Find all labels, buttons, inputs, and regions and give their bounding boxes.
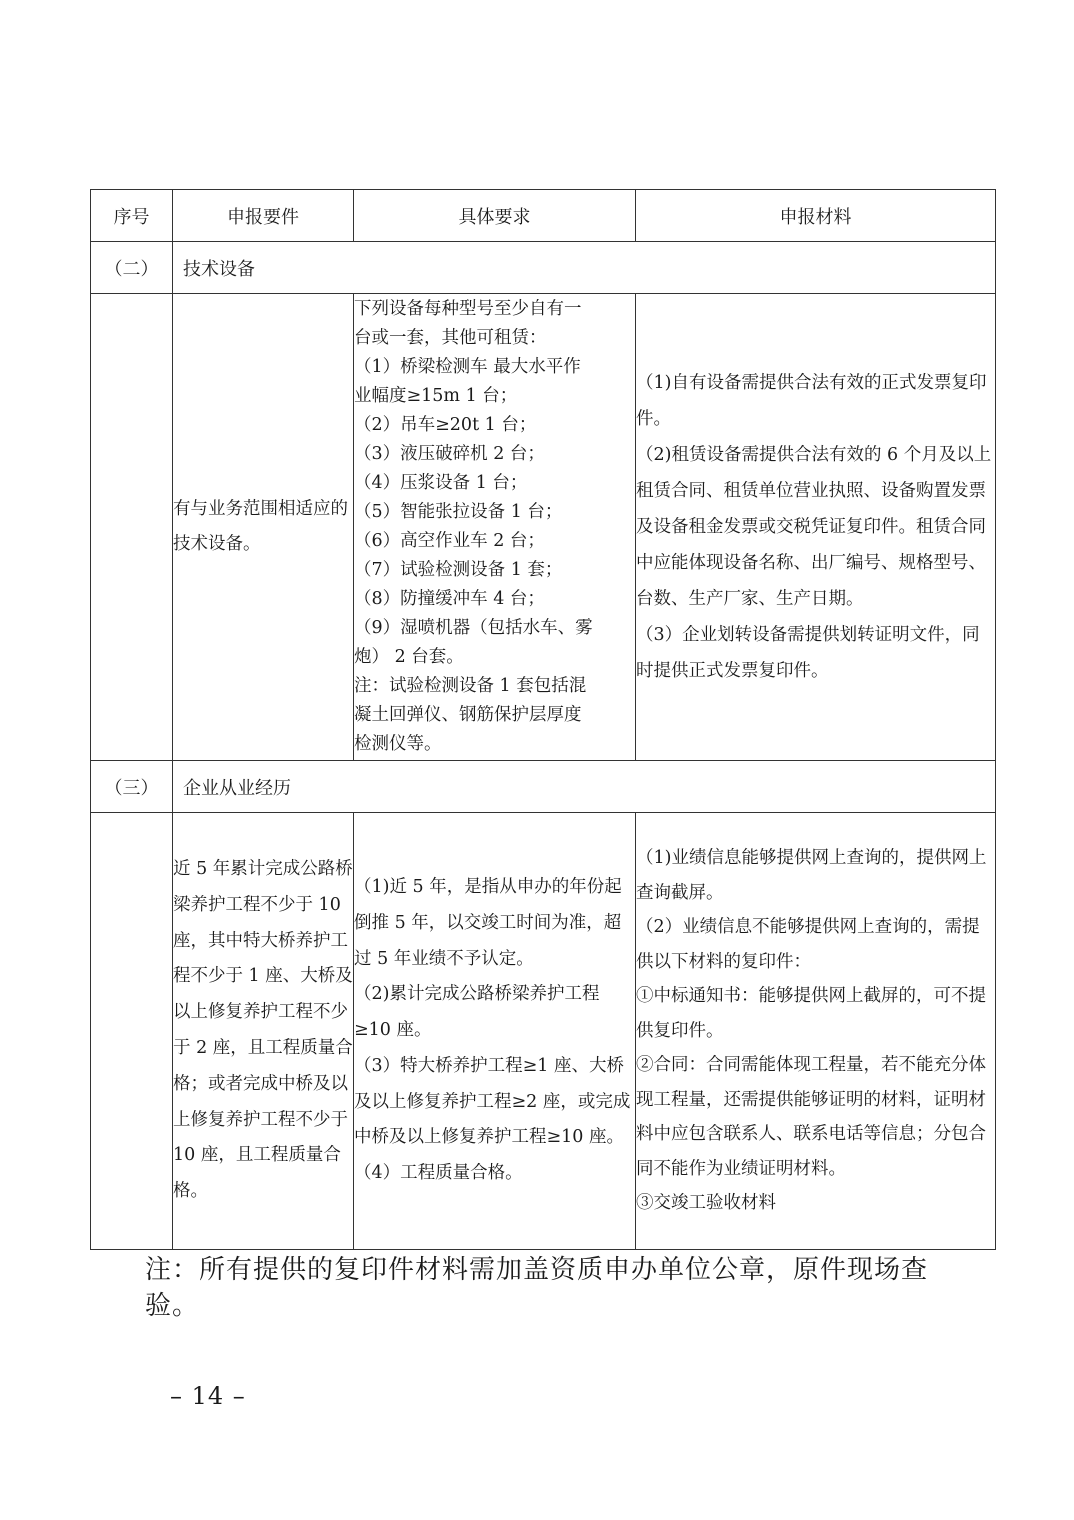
footnote: 注：所有提供的复印件材料需加盖资质申办单位公章，原件现场查验。 [145, 1255, 929, 1321]
row-materials [636, 294, 996, 761]
requirement-line: 检测仪等。 [354, 734, 442, 754]
requirement-line: 凝土回弹仪、钢筋保护层厚度 [354, 705, 582, 725]
material-item: （2)租赁设备需提供合法有效的 6 个月及以上租赁合同、租赁单位营业执照、设备购置发票及设备租金发票或交税凭证复印件。租赁合同中应能体现设备名称、出厂编号、规格型号、台数、生产厂家、生产日期。 [636, 445, 992, 609]
material-item: ①中标通知书：能够提供网上截屏的，可不提供复印件。 [636, 986, 986, 1041]
requirement-line: 下列设备每种型号至少自有一 [354, 299, 582, 319]
requirement-item: （2)累计完成公路桥梁养护工程≥10 座。 [354, 984, 600, 1041]
row-element: 有与业务范围相适应的技术设备。 [173, 294, 354, 761]
requirement-item: （3）特大桥养护工程≥1 座、大桥及以上修复养护工程≥2 座，或完成中桥及以上修复养护工程≥10 座。 [354, 1055, 631, 1148]
section-title: 企业从业经历 [173, 761, 996, 813]
header-element: 申报要件 [173, 190, 354, 242]
row-number [91, 813, 173, 1250]
header-materials: 申报材料 [636, 190, 996, 242]
requirement-line: （8）防撞缓冲车 4 台； [354, 589, 545, 609]
application-requirements-table [90, 189, 996, 1250]
section-row-equipment [91, 242, 996, 294]
material-item: （2）业绩信息不能够提供网上查询的，需提供以下材料的复印件： [636, 917, 980, 972]
requirement-line: （2）吊车≥20t 1 台； [354, 415, 537, 435]
section-row-experience [91, 761, 996, 813]
row-requirements [354, 294, 636, 761]
section-title: 技术设备 [173, 242, 996, 294]
table-header-row [91, 190, 996, 242]
row-requirements [354, 813, 636, 1250]
material-item: ②合同：合同需能体现工程量，若不能充分体现工程量，还需提供能够证明的材料，证明材料中应包含联系人、联系电话等信息；分包合同不能作为业绩证明材料。 [636, 1055, 986, 1179]
requirement-line: （9）湿喷机器（包括水车、雾 [354, 618, 593, 638]
header-requirements: 具体要求 [354, 190, 636, 242]
requirement-line: （7）试验检测设备 1 套； [354, 560, 563, 580]
page-number: – 14 – [170, 1382, 246, 1410]
requirement-line: 台或一套，其他可租赁： [354, 328, 547, 348]
requirement-line: （3）液压破碎机 2 台； [354, 444, 545, 464]
table-row [91, 294, 996, 761]
row-number [91, 294, 173, 761]
requirement-line: （4）压浆设备 1 台； [354, 473, 528, 493]
requirement-line: （1）桥梁检测车 最大水平作 [354, 357, 581, 377]
material-item: （3）企业划转设备需提供划转证明文件，同时提供正式发票复印件。 [636, 625, 980, 681]
material-item: （1)业绩信息能够提供网上查询的，提供网上查询截屏。 [636, 848, 987, 903]
table-row [91, 813, 996, 1250]
material-item: （1)自有设备需提供合法有效的正式发票复印件。 [636, 373, 987, 429]
section-number: （三） [91, 761, 173, 813]
requirement-line: 业幅度≥15m 1 台； [354, 386, 518, 406]
row-materials [636, 813, 996, 1250]
requirement-item: （4）工程质量合格。 [354, 1163, 523, 1184]
row-element: 近 5 年累计完成公路桥梁养护工程不少于 10 座，其中特大桥养护工程不少于 1 座、大桥及以上修复养护工程不少于 2 座，且工程质量合格；或者完成中桥及以上修复养护工程不少于 10 座，且工程质量合格。 [173, 813, 354, 1250]
requirement-line: （6）高空作业车 2 台； [354, 531, 545, 551]
section-number: （二） [91, 242, 173, 294]
requirement-line: 注：试验检测设备 1 套包括混 [354, 676, 587, 696]
requirement-line: （5）智能张拉设备 1 台； [354, 502, 563, 522]
header-number: 序号 [91, 190, 173, 242]
material-item: ③交竣工验收材料 [636, 1193, 776, 1214]
requirement-item: （1)近 5 年，是指从申办的年份起倒推 5 年，以交竣工时间为准，超过 5 年业绩不予认定。 [354, 876, 622, 969]
requirement-line: 炮） 2 台套。 [354, 647, 464, 667]
